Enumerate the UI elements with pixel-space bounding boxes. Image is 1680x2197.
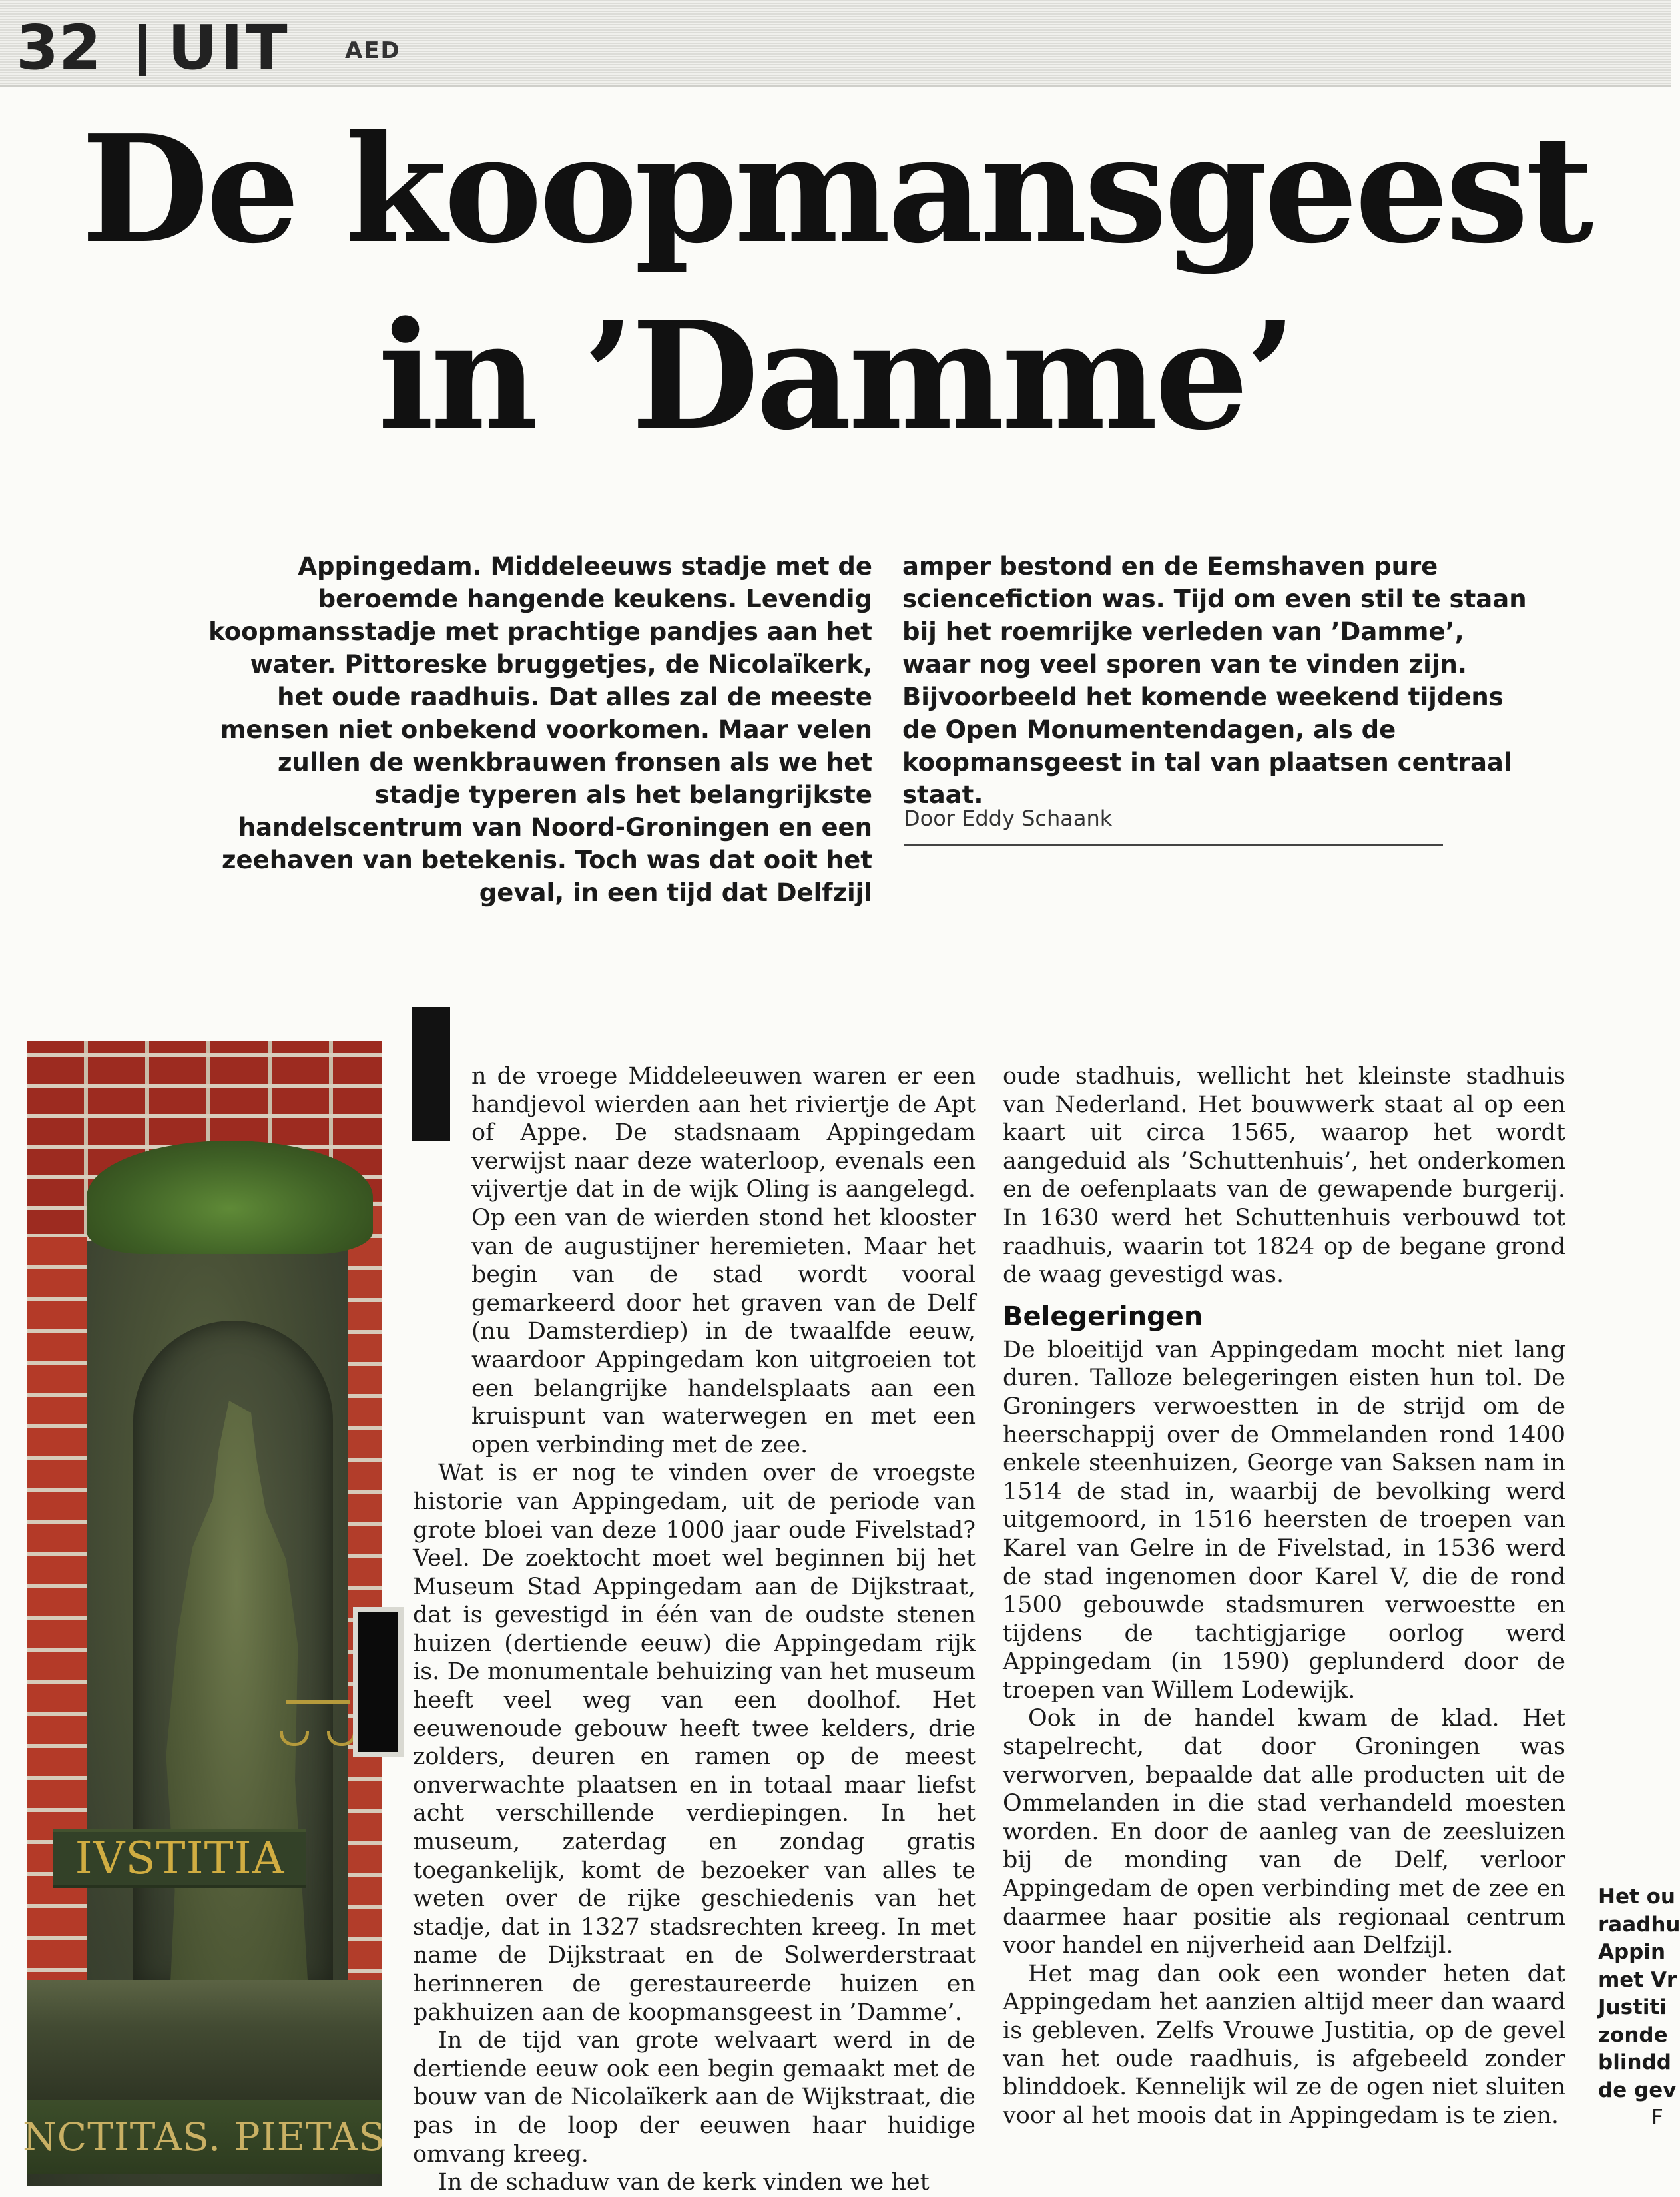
header-divider-line <box>0 85 1671 87</box>
moss-ledge <box>87 1141 373 1254</box>
photo-credit: F <box>1651 2106 1663 2130</box>
caption-line: blindd <box>1598 2050 1671 2074</box>
edition-label: AED <box>345 37 401 64</box>
headline-line-2: in ’Damme’ <box>378 290 1294 463</box>
photo-caption <box>1598 1883 1680 2132</box>
paragraph: Ook in de handel kwam de klad. Het stapelrecht, dat door Groningen was verworven, bepaalde dat alle producten uit de Ommelanden in die stad verhandeld moesten worden. En door de aanleg van de zeesluizen bij de monding van de Delf, verloor Appingedam de open verbinding met de zee en daarmee haar positie als regionaal centrum voor handel en nijverheid aan Delfzijl. <box>1003 1705 1565 1959</box>
caption-line: de gev <box>1598 2078 1677 2102</box>
paragraph: oude stadhuis, wellicht het kleinste stadhuis van Nederland. Het bouwwerk staat al op een kaart uit circa 1565, waarop het wordt aangeduid als ’Schuttenhuis’, het onderkomen en de oefenplaats van de gewapende burgerij. In 1630 werd het Schuttenhuis verbouwd tot raadhuis, waarin tot 1824 op de begane grond de waag gevestigd was. <box>1003 1063 1565 1289</box>
iustitia-plaque: IVSTITIA <box>53 1829 306 1888</box>
intro-left-column: Appingedam. Middeleeuws stadje met de beroemde hangende keukens. Levendig koopmansstadje met prachtige pandjes aan het water. Pittoreske bruggetjes, de Nicolaïkerk, het oude raadhuis. Dat alles zal de meeste mensen niet onbekend voorkomen. Maar velen zullen de wenkbrauwen fronsen als we het stadje typeren als het belangrijkste handelscentrum van Noord-Groningen en een zeehaven van betekenis. Toch was dat ooit het geval, in een tijd dat Delfzijl <box>208 552 872 907</box>
caption-line: zonde <box>1598 2023 1668 2047</box>
paragraph: De bloeitijd van Appingedam mocht niet lang duren. Talloze belegeringen eisten hun tol. De Groningers verwoestten in de strijd om de heerschappij over de Ommelanden rond 1400 enkele steenhuizen, George van Saksen nam in 1514 de stad in, waarbij de bevolking werd uitgemoord, in 1516 heersten de troepen van Karel van Gelre in de Fivelstad, in 1536 werd de stad ingenomen door Karel V, die de rond 1500 gebouwde stadsmuren verwoestte en tijdens de tachtigjarige oorlog werd Appingedam (in 1590) geplunderd door de troepen van Willem Lodewijk. <box>1003 1336 1565 1704</box>
header-vertical-divider <box>139 24 146 76</box>
window <box>353 1607 404 1757</box>
subheading: Belegeringen <box>1003 1301 1203 1332</box>
justitia-photo <box>23 1041 386 2186</box>
paragraph: In de schaduw van de kerk vinden we het <box>438 2169 930 2196</box>
article-column-1 <box>413 1062 976 2197</box>
byline: Door Eddy Schaank <box>904 806 1113 831</box>
stone-moulding <box>27 1980 382 2100</box>
intro-right-column: amper bestond en de Eemshaven pure sciencefiction was. Tijd om even stil te staan bij het roemrijke verleden van ’Damme’, waar nog veel sporen van te vinden zijn. Bijvoorbeeld het komende weekend tijdens de Open Monumentendagen, als de koopmansgeest in tal van plaatsen centraal staat. <box>902 552 1527 809</box>
caption-line: Het ou <box>1598 1885 1675 1909</box>
scales-icon <box>286 1700 350 1824</box>
caption-line: Appin <box>1598 1940 1666 1964</box>
paragraph: Het mag dan ook een wonder heten dat Appingedam het aanzien altijd meer dan waard is gebleven. Zelfs Vrouwe Justitia, op de gevel van het oude raadhuis, is afgebeeld zonder blinddoek. Kennelijk wil ze de ogen niet sluiten voor al het moois dat in Appingedam is te zien. <box>1003 1960 1565 2129</box>
headline-line-1: De koopmansgeest <box>81 103 1591 276</box>
page-number: 32 <box>16 12 102 83</box>
caption-line: met Vr <box>1598 1967 1677 1992</box>
inscription-banner: NCTITAS. PIETAS <box>27 2100 382 2174</box>
byline-rule <box>904 844 1443 846</box>
brick-wall-left <box>27 1234 87 2100</box>
section-title: UIT <box>168 12 290 83</box>
paragraph: n de vroege Middeleeuwen waren er een handjevol wierden aan het riviertje de Apt of Appe. De stadsnaam Appingedam verwijst naar deze waterloop, evenals een vijvertje dat in de wijk Oling is aangelegd. Op een van de wierden stond het klooster van de augustijner heremieten. Maar het begin van de stad wordt vooral gemarkeerd door het graven van de Delf (nu Damsterdiep) in de twaalfde eeuw, waardoor Appingedam kon uitgroeien tot een belangrijke handelsplaats aan een kruispunt van waterwegen en met een open verbinding met de zee. <box>471 1063 976 1458</box>
caption-line: raadhu <box>1598 1912 1680 1937</box>
paragraph: In de tijd van grote welvaart werd in de dertiende eeuw ook een begin gemaakt met de bouw van de Nicolaïkerk aan de Wijkstraat, die pas in de loop der eeuwen haar huidige omvang kreeg. <box>413 2027 976 2168</box>
caption-line: Justiti <box>1598 1995 1667 2019</box>
article-column-2 <box>1003 1062 1565 2130</box>
paragraph: Wat is er nog te vinden over de vroegste historie van Appingedam, uit de periode van grote bloei van deze 1000 jaar oude Fivelstad? Veel. De zoektocht moet wel beginnen bij het Museum Stad Appingedam aan de Dijkstraat, dat is gevestigd in één van de oudste stenen huizen (dertiende eeuw) die Appingedam rijk is. De monumentale behuizing van het museum heeft veel weg van een doolhof. Het eeuwenoude gebouw heeft twee kelders, drie zolders, deuren en ramen op de meest onverwachte plaatsen en in totaal maar liefst acht verschillende verdiepingen. In het museum, zaterdag en zondag gratis toegankelijk, komt de bezoeker van alles te weten over de rijke geschiedenis van het stadje, dat in 1327 stadsrechten kreeg. In met name de Dijkstraat en de Solwerderstraat herinneren de gerestaureerde huizen en pakhuizen aan de koopmansgeest in ’Damme’. <box>413 1460 976 2026</box>
